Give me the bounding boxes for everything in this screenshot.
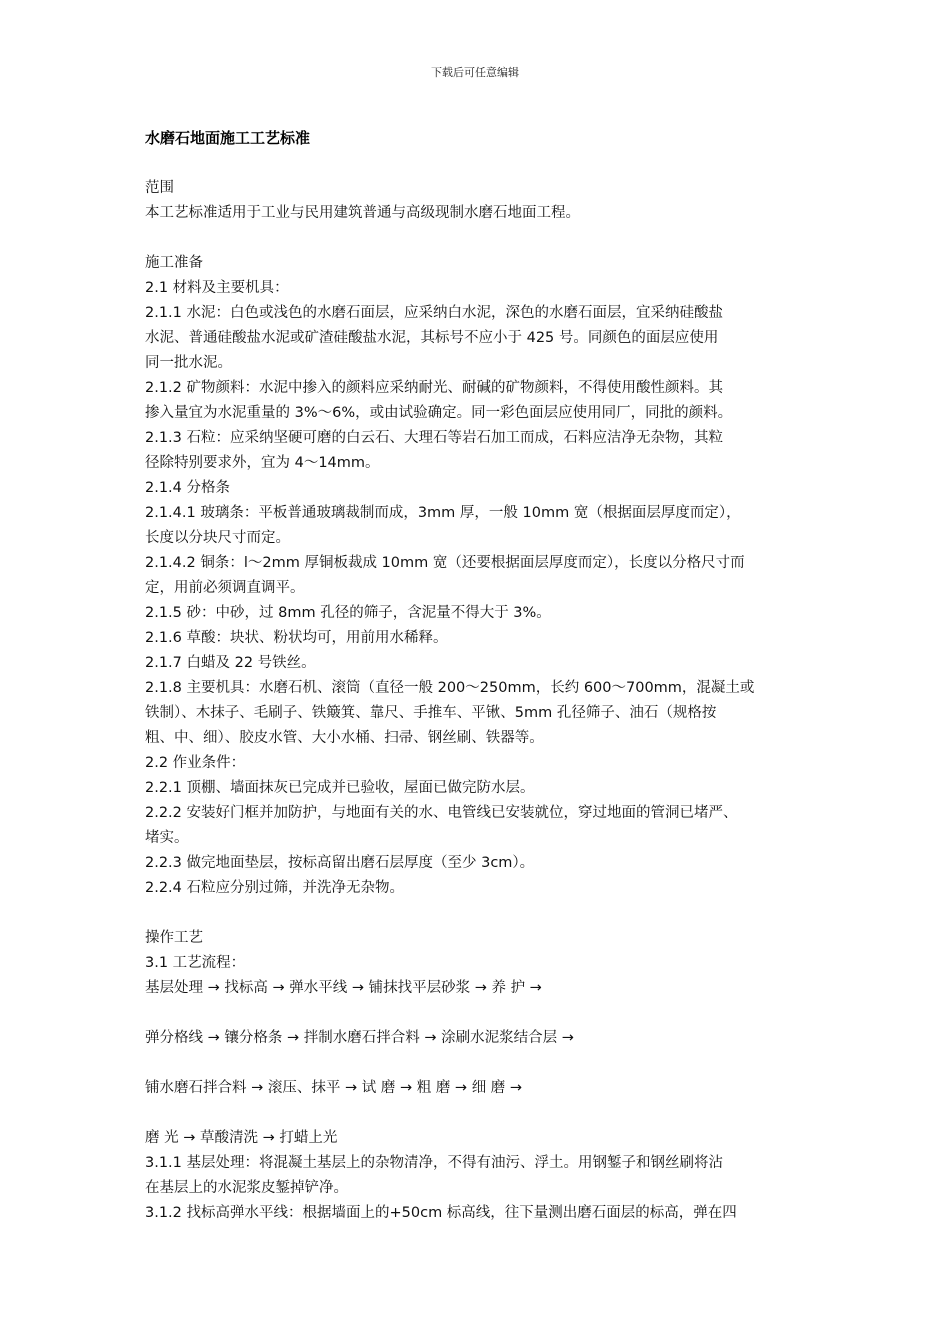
blank-line	[145, 1101, 825, 1126]
document-body	[145, 176, 825, 1226]
text-line: 同一批水泥。	[145, 355, 232, 371]
text-line: 弹分格线 → 镶分格条 → 拌制水磨石拌合料 → 涂刷水泥浆结合层 →	[145, 1030, 574, 1046]
text-line: 掺入量宜为水泥重量的 3%～6%，或由试验确定。同一彩色面层应使用同厂，同批的颜料。	[145, 405, 733, 421]
text-line: 2.2.4 石粒应分别过筛，并洗净无杂物。	[145, 880, 405, 896]
text-line: 3.1.2 找标高弹水平线：根据墙面上的+50cm 标高线，往下量测出磨石面层的标高，弹在四	[145, 1205, 737, 1221]
text-line: 2.2.3 做完地面垫层，按标高留出磨石层厚度（至少 3cm）。	[145, 855, 535, 871]
text-line: 2.1 材料及主要机具：	[145, 280, 289, 296]
text-line: 2.1.4 分格条	[145, 480, 231, 496]
blank-line	[145, 901, 825, 926]
text-line: 2.1.5 砂：中砂，过 8mm 孔径的筛子，含泥量不得大于 3%。	[145, 605, 551, 621]
text-line: 基层处理 → 找标高 → 弹水平线 → 铺抹找平层砂浆 → 养 护 →	[145, 980, 542, 996]
text-line: 2.2.2 安装好门框并加防护，与地面有关的水、电管线已安装就位，穿过地面的管洞已堵严、	[145, 805, 738, 821]
text-line: 本工艺标准适用于工业与民用建筑普通与高级现制水磨石地面工程。	[145, 205, 580, 221]
text-line: 操作工艺	[145, 930, 203, 946]
text-line: 2.1.8 主要机具：水磨石机、滚筒（直径一般 200～250mm，长约 600～700mm，混凝土或	[145, 680, 755, 696]
blank-line	[145, 1001, 825, 1026]
text-line: 铺水磨石拌合料 → 滚压、抹平 → 试 磨 → 粗 磨 → 细 磨 →	[145, 1080, 523, 1096]
text-line: 范围	[145, 180, 174, 196]
text-line: 在基层上的水泥浆皮錾掉铲净。	[145, 1180, 348, 1196]
text-line: 水泥、普通硅酸盐水泥或矿渣硅酸盐水泥，其标号不应小于 425 号。同颜色的面层应使用	[145, 330, 719, 346]
text-line: 磨 光 → 草酸清洗 → 打蜡上光	[145, 1130, 338, 1146]
text-line: 铁制）、木抹子、毛刷子、铁簸箕、靠尺、手推车、平锹、5mm 孔径筛子、油石（规格按	[145, 705, 717, 721]
text-line: 堵实。	[145, 830, 189, 846]
page-header: 下载后可任意编辑	[431, 66, 519, 79]
text-line: 2.1.2 矿物颜料：水泥中掺入的颜料应采纳耐光、耐碱的矿物颜料，不得使用酸性颜料。其	[145, 380, 723, 396]
text-line: 2.1.1 水泥：白色或浅色的水磨石面层，应采纳白水泥，深色的水磨石面层，宜采纳硅酸盐	[145, 305, 723, 321]
text-line: 2.1.4.2 铜条：l～2mm 厚铜板裁成 10mm 宽（还要根据面层厚度而定），长度以分格尺寸而	[145, 555, 745, 571]
text-line: 2.1.6 草酸：块状、粉状均可，用前用水稀释。	[145, 630, 448, 646]
text-line: 2.1.7 白蜡及 22 号铁丝。	[145, 655, 316, 671]
text-line: 定，用前必须调直调平。	[145, 580, 305, 596]
text-line: 施工准备	[145, 255, 203, 271]
text-line: 2.1.4.1 玻璃条：平板普通玻璃裁制而成，3mm 厚，一般 10mm 宽（根据面层厚度而定），	[145, 505, 741, 521]
text-line: 长度以分块尺寸而定。	[145, 530, 290, 546]
blank-line	[145, 1051, 825, 1076]
text-line: 2.1.3 石粒：应采纳坚硬可磨的白云石、大理石等岩石加工而成，石料应洁净无杂物，其粒	[145, 430, 723, 446]
blank-line	[145, 226, 825, 251]
text-line: 3.1.1 基层处理：将混凝土基层上的杂物清净，不得有油污、浮土。用钢錾子和钢丝刷将沾	[145, 1155, 723, 1171]
text-line: 2.2 作业条件：	[145, 755, 246, 771]
document-title: 水磨石地面施工工艺标准	[145, 129, 311, 147]
text-line: 2.2.1 顶棚、墙面抹灰已完成并已验收，屋面已做完防水层。	[145, 780, 535, 796]
text-line: 3.1 工艺流程：	[145, 955, 246, 971]
text-line: 粗、中、细）、胶皮水管、大小水桶、扫帚、钢丝刷、铁器等。	[145, 730, 544, 746]
text-line: 径除特别要求外，宜为 4～14mm。	[145, 455, 380, 471]
